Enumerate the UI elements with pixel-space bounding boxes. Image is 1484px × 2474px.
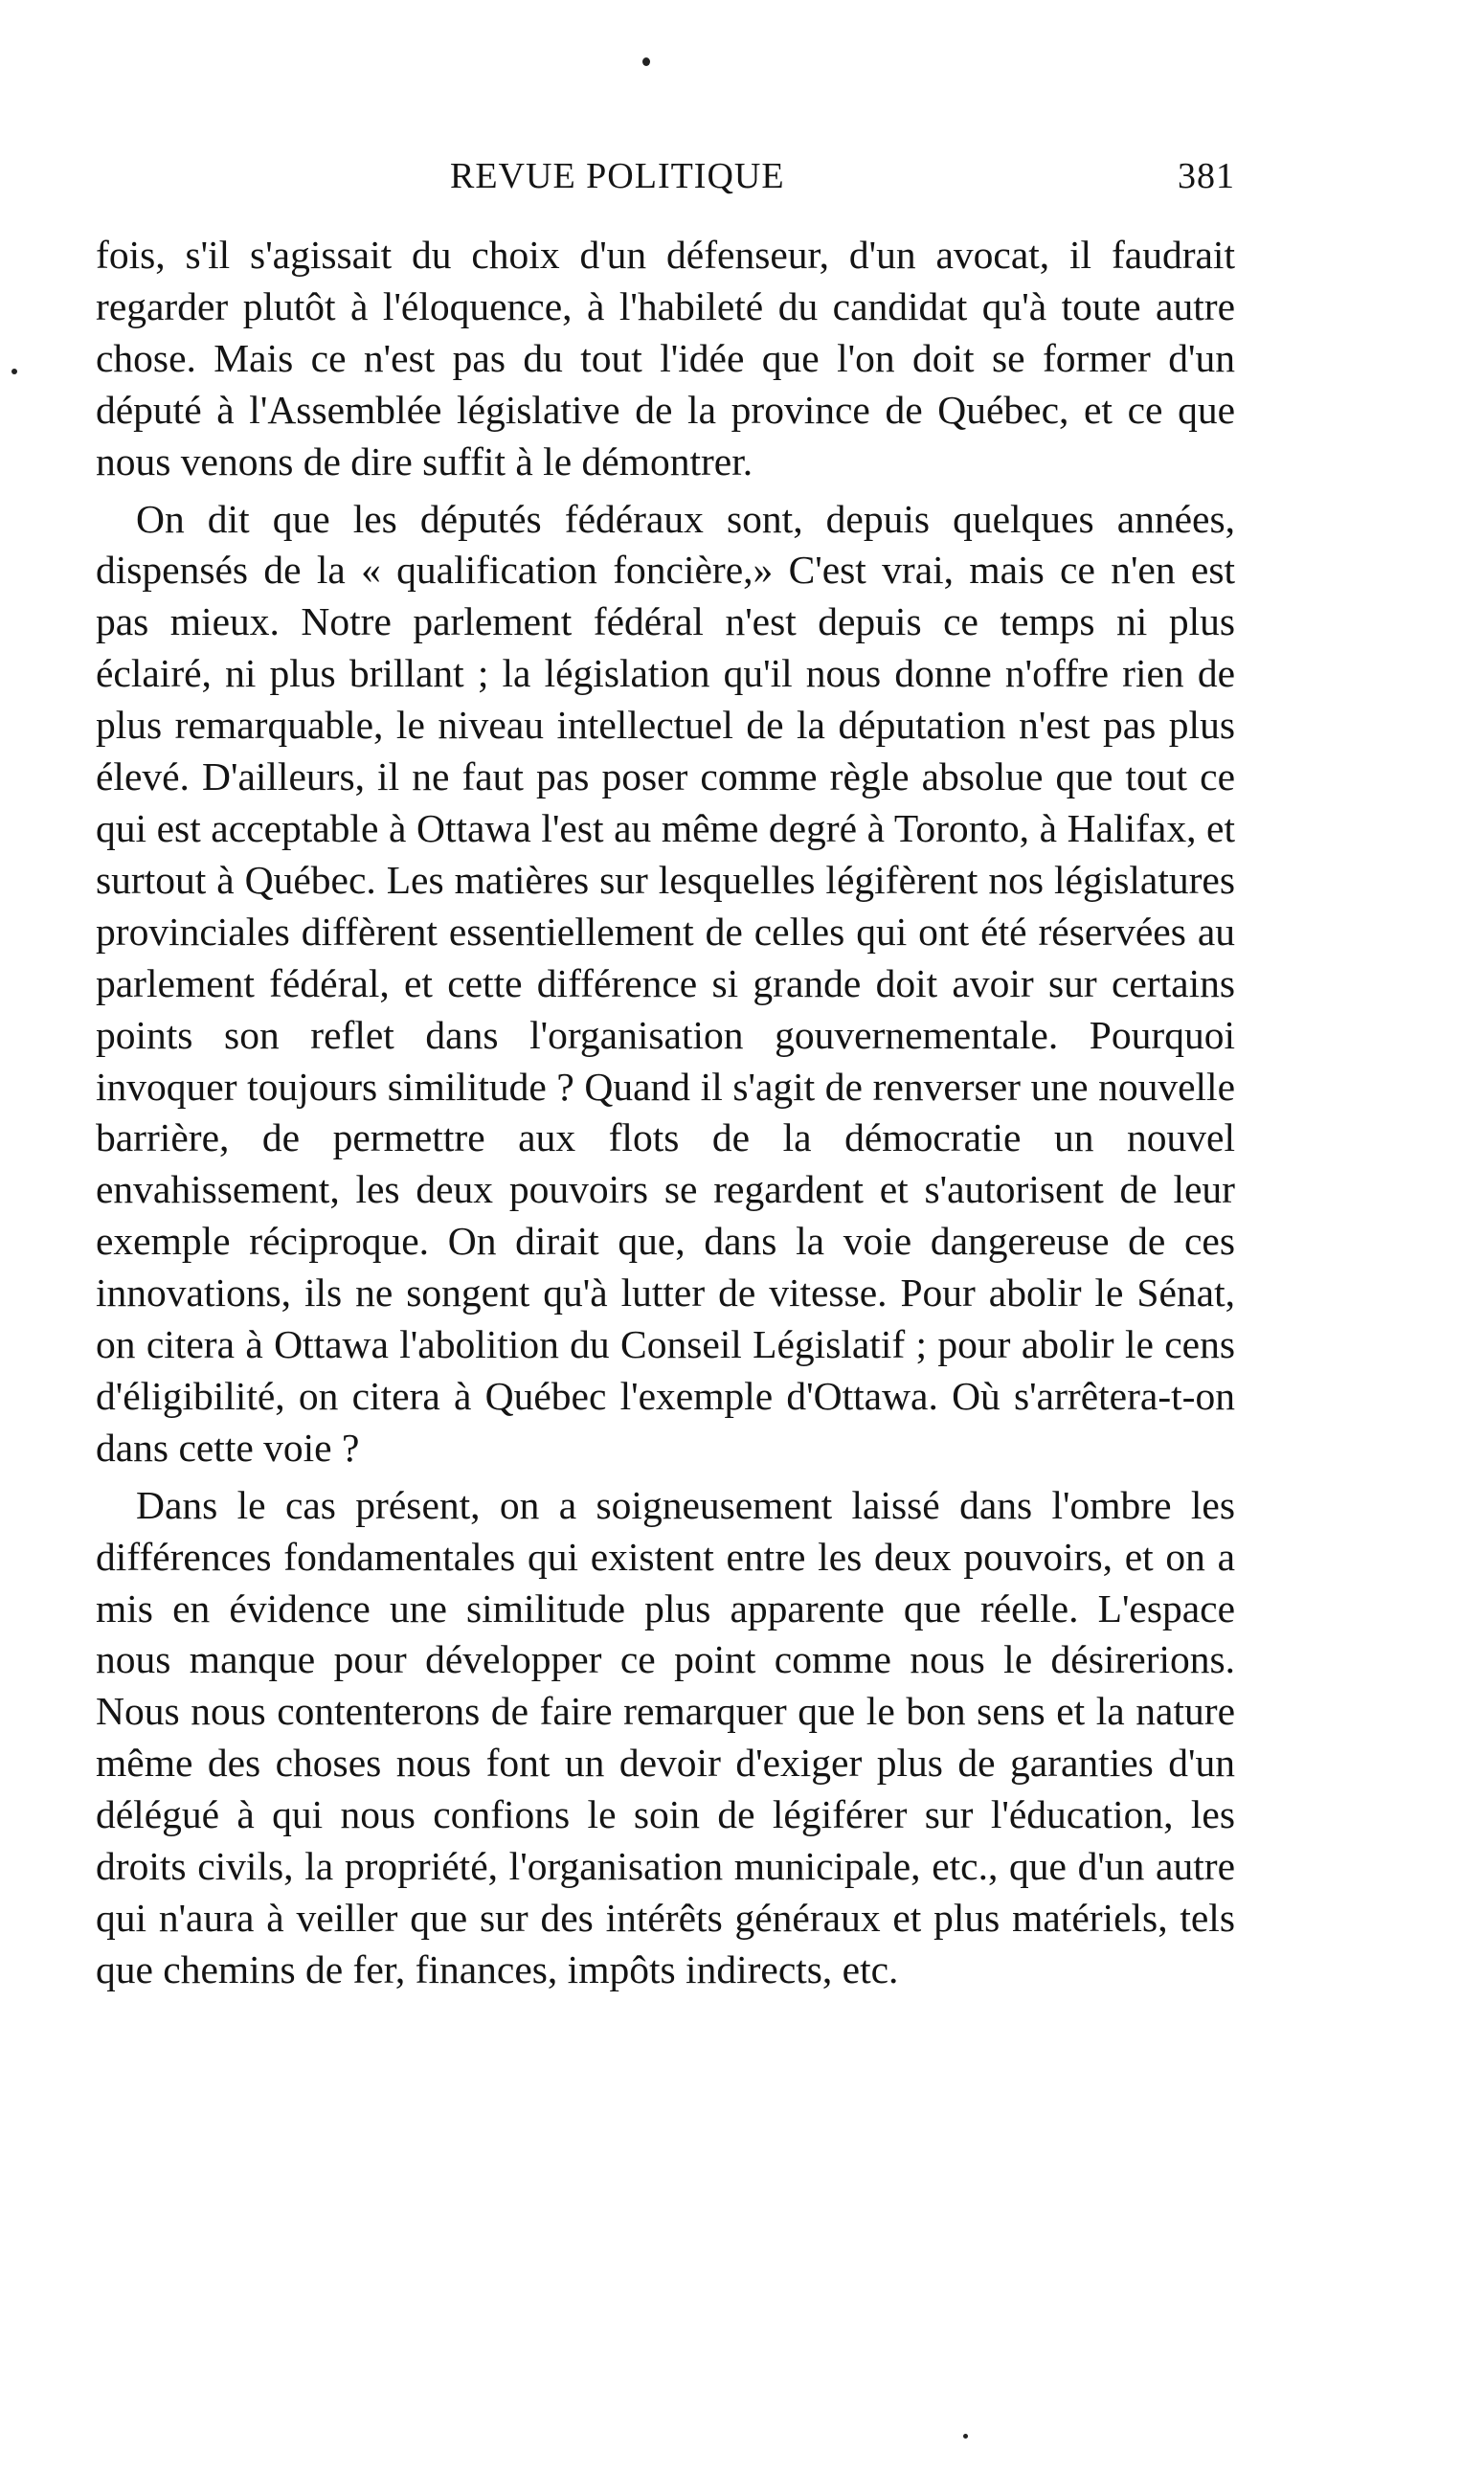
running-head [96,155,1235,203]
ink-speck [642,57,650,66]
page-number: 381 [1178,156,1235,196]
running-title: REVUE POLITIQUE [450,156,785,196]
ink-speck [963,2434,968,2439]
ink-speck [11,369,17,374]
paragraph: fois, s'il s'agissait du choix d'un défenseur, d'un avocat, il faudrait regarder plutôt à l'éloquence, à l'habileté du candidat qu'à toute autre chose. Mais ce n'est pas du tout l'idée que l'on doit se former d'un député à l'Assemblée législative de la province de Québec, et ce que nous venons de dire suffit à le démontrer. [96,233,1235,484]
paragraph: On dit que les députés fédéraux sont, depuis quelques années, dispensés de la « qualification foncière,» C'est vrai, mais ce n'en est pas mieux. Notre parlement fédéral n'est depuis ce temps ni plus éclairé, ni plus brillant ; la législation qu'il nous donne n'offre rien de plus remarquable, le niveau intellectuel de la députation n'est pas plus élevé. D'ailleurs, il ne faut pas poser comme règle absolue que tout ce qui est acceptable à Ottawa l'est au même degré à Toronto, à Halifax, et surtout à Québec. Les matières sur lesquelles légifèrent nos législatures provinciales diffèrent essentiellement de celles qui ont été réservées au parlement fédéral, et cette différence si grande doit avoir sur certains points son reflet dans l'organisation gouvernementale. Pourquoi invoquer toujours similitude ? Quand il s'agit de renverser une nouvelle barrière, de permettre aux flots de la démocratie un nouvel envahissement, les deux pouvoirs se regardent et s'autorisent de leur exemple réciproque. On dirait que, dans la voie dangereuse de ces innovations, ils ne songent qu'à lutter de vitesse. Pour abolir le Sénat, on citera à Ottawa l'abolition du Conseil Législatif ; pour abolir le cens d'éligibilité, on citera à Québec l'exemple d'Ottawa. Où s'arrêtera-t-on dans cette voie ? [96,496,1235,1470]
paragraph: Dans le cas présent, on a soigneusement laissé dans l'ombre les différences fondamentales qui existent entre les deux pouvoirs, et on a mis en évidence une similitude plus apparente que réelle. L'espace nous manque pour développer ce point comme nous le désirerions. Nous nous contenterons de faire remarquer que le bon sens et la nature même des choses nous font un devoir d'exiger plus de garanties d'un délégué à qui nous confions le soin de légiférer sur l'éducation, les droits civils, la propriété, l'organisation municipale, etc., que d'un autre qui n'aura à veiller que sur des intérêts généraux et plus matériels, tels que chemins de fer, finances, impôts indirects, etc. [96,1482,1235,1991]
body-text [96,230,1235,2002]
